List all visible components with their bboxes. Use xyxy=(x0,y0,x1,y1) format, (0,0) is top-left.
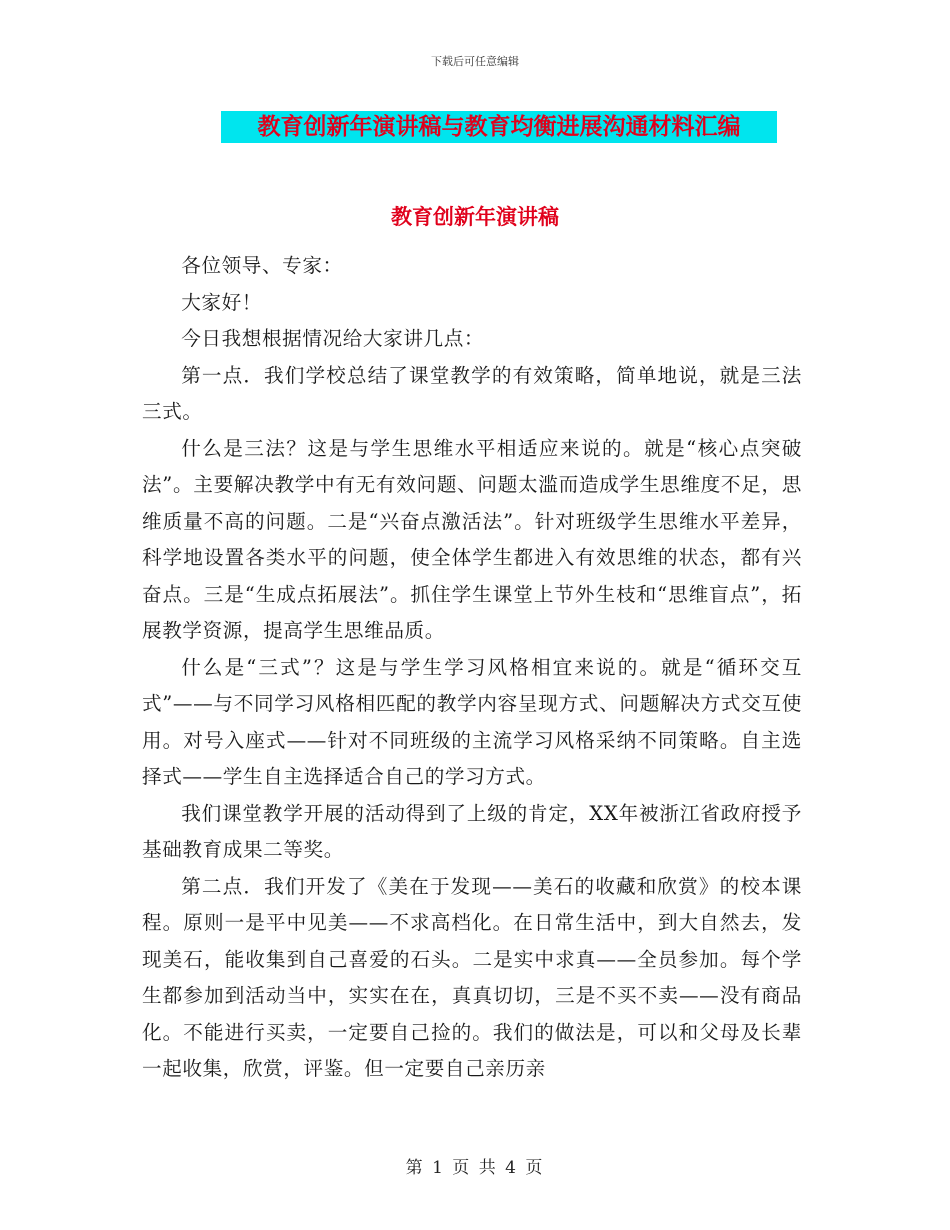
header-note: 下载后可任意编辑 xyxy=(431,55,519,68)
paragraph: 我们课堂教学开展的活动得到了上级的肯定，XX年被浙江省政府授予基础教育成果二等奖。 xyxy=(142,801,802,861)
document-title: 教育创新年演讲稿与教育均衡进展沟通材料汇编 xyxy=(221,111,777,143)
section-title: 教育创新年演讲稿 xyxy=(391,204,559,229)
document-body xyxy=(142,248,802,1088)
paragraph: 今日我想根据情况给大家讲几点： xyxy=(181,327,485,350)
paragraph: 各位领导、专家： xyxy=(181,254,343,277)
paragraph: 第二点．我们开发了《美在于发现——美石的收藏和欣赏》的校本课程。原则一是平中见美——不求高档化。在日常生活中，到大自然去，发现美石，能收集到自己喜爱的石头。二是实中求真——全员参加。每个学生都参加到活动当中，实实在在，真真切切，三是不买不卖——没有商品化。不能进行买卖，一定要自己捡的。我们的做法是，可以和父母及长辈一起收集，欣赏，评鉴。但一定要自己亲历亲 xyxy=(142,874,802,1080)
paragraph: 什么是“三式”？这是与学生学习风格相宜来说的。就是“循环交互式”——与不同学习风格相匹配的教学内容呈现方式、问题解决方式交互使用。对号入座式——针对不同班级的主流学习风格采纳不同策略。自主选择式——学生自主选择适合自己的学习方式。 xyxy=(142,655,802,788)
paragraph: 什么是三法？这是与学生思维水平相适应来说的。就是“核心点突破法”。主要解决教学中有无有效问题、问题太滥而造成学生思维度不足，思维质量不高的问题。二是“兴奋点激活法”。针对班级学生思维水平差异，科学地设置各类水平的问题，使全体学生都进入有效思维的状态，都有兴奋点。三是“生成点拓展法”。抓住学生课堂上节外生枝和“思维盲点”，拓展教学资源，提高学生思维品质。 xyxy=(142,436,802,642)
paragraph: 第一点．我们学校总结了课堂教学的有效策略，简单地说，就是三法三式。 xyxy=(142,363,802,423)
page-footer: 第 1 页 共 4 页 xyxy=(405,1158,545,1178)
paragraph: 大家好！ xyxy=(181,290,262,314)
